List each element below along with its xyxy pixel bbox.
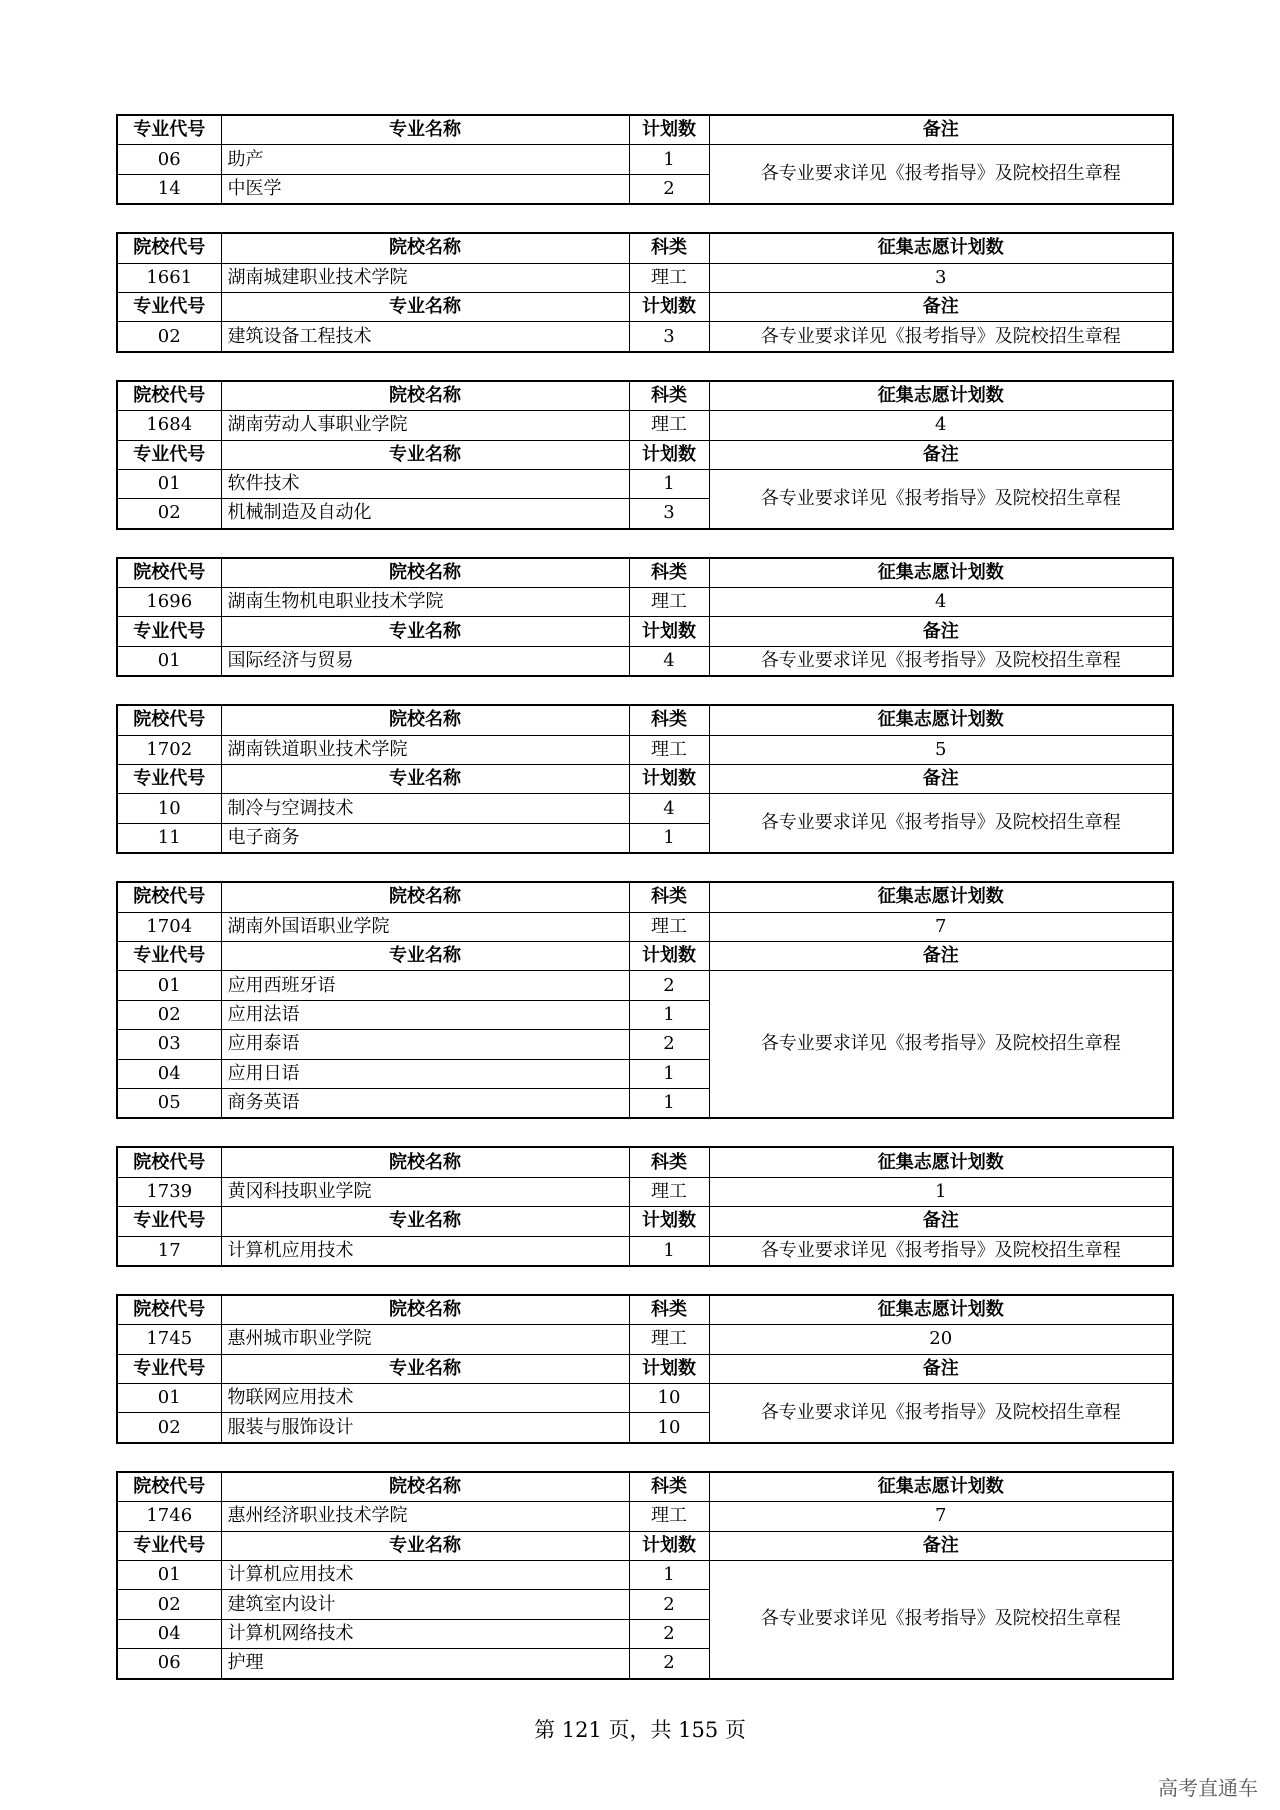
- major-code: 01: [117, 469, 221, 498]
- school-plan-total: 7: [709, 912, 1173, 941]
- school-code: 1704: [117, 912, 221, 941]
- school-table: [116, 114, 1174, 205]
- header-category: 科类: [629, 882, 709, 912]
- major-plan-count: 1: [629, 823, 709, 853]
- school-category: 理工: [629, 588, 709, 617]
- remark-cell: 各专业要求详见《报考指导》及院校招生章程: [709, 322, 1173, 352]
- major-header-row: [117, 765, 1173, 794]
- school-category: 理工: [629, 411, 709, 440]
- header-major-name: 专业名称: [221, 440, 629, 469]
- major-plan-count: 3: [629, 499, 709, 529]
- school-code: 1702: [117, 735, 221, 764]
- header-major-name: 专业名称: [221, 941, 629, 970]
- header-major-code: 专业代号: [117, 1207, 221, 1236]
- header-plan-total: 征集志愿计划数: [709, 1147, 1173, 1177]
- school-name: 惠州城市职业学院: [221, 1325, 629, 1354]
- header-school-code: 院校代号: [117, 1295, 221, 1325]
- school-table: [116, 1294, 1174, 1444]
- school-table: [116, 557, 1174, 678]
- school-plan-total: 3: [709, 263, 1173, 292]
- school-category: 理工: [629, 735, 709, 764]
- major-row: [117, 1384, 1173, 1413]
- school-header-row: [117, 558, 1173, 588]
- school-category: 理工: [629, 263, 709, 292]
- header-category: 科类: [629, 381, 709, 411]
- header-remark: 备注: [709, 292, 1173, 321]
- header-category: 科类: [629, 1472, 709, 1502]
- header-school-name: 院校名称: [221, 233, 629, 263]
- major-name: 制冷与空调技术: [221, 794, 629, 823]
- major-code: 02: [117, 499, 221, 529]
- header-remark: 备注: [709, 1354, 1173, 1383]
- header-major-code: 专业代号: [117, 617, 221, 646]
- school-code: 1745: [117, 1325, 221, 1354]
- major-row: [117, 145, 1173, 174]
- header-remark: 备注: [709, 115, 1173, 145]
- header-major-name: 专业名称: [221, 292, 629, 321]
- major-name: 电子商务: [221, 823, 629, 853]
- header-plan-total: 征集志愿计划数: [709, 1295, 1173, 1325]
- major-code: 03: [117, 1030, 221, 1059]
- major-header-row: [117, 292, 1173, 321]
- remark-cell: 各专业要求详见《报考指导》及院校招生章程: [709, 1384, 1173, 1443]
- header-plan-count: 计划数: [629, 765, 709, 794]
- major-row: [117, 1236, 1173, 1266]
- school-code: 1684: [117, 411, 221, 440]
- header-major-code: 专业代号: [117, 115, 221, 145]
- major-code: 11: [117, 823, 221, 853]
- major-header-row: [117, 440, 1173, 469]
- header-major-name: 专业名称: [221, 617, 629, 646]
- header-remark: 备注: [709, 1531, 1173, 1560]
- major-header-row: [117, 1354, 1173, 1383]
- school-header-row: [117, 233, 1173, 263]
- major-plan-count: 10: [629, 1413, 709, 1443]
- major-header-row: [117, 115, 1173, 145]
- header-plan-count: 计划数: [629, 292, 709, 321]
- header-major-code: 专业代号: [117, 941, 221, 970]
- header-school-code: 院校代号: [117, 233, 221, 263]
- header-plan-count: 计划数: [629, 1354, 709, 1383]
- header-school-name: 院校名称: [221, 1472, 629, 1502]
- major-code: 04: [117, 1619, 221, 1648]
- major-code: 02: [117, 1590, 221, 1619]
- school-table: [116, 881, 1174, 1119]
- major-plan-count: 4: [629, 646, 709, 676]
- header-major-code: 专业代号: [117, 1354, 221, 1383]
- header-plan-total: 征集志愿计划数: [709, 1472, 1173, 1502]
- school-header-row: [117, 1147, 1173, 1177]
- major-plan-count: 2: [629, 1030, 709, 1059]
- page-number: 第 121 页，共 155 页: [534, 1718, 746, 1742]
- header-plan-count: 计划数: [629, 1207, 709, 1236]
- major-plan-count: 1: [629, 1059, 709, 1088]
- school-row: [117, 411, 1173, 440]
- major-row: [117, 469, 1173, 498]
- major-name: 建筑设备工程技术: [221, 322, 629, 352]
- major-name: 国际经济与贸易: [221, 646, 629, 676]
- school-table: [116, 1471, 1174, 1680]
- major-plan-count: 2: [629, 1619, 709, 1648]
- major-plan-count: 1: [629, 1236, 709, 1266]
- major-name: 机械制造及自动化: [221, 499, 629, 529]
- major-plan-count: 2: [629, 174, 709, 204]
- header-major-name: 专业名称: [221, 1531, 629, 1560]
- header-major-code: 专业代号: [117, 292, 221, 321]
- school-header-row: [117, 882, 1173, 912]
- major-name: 应用日语: [221, 1059, 629, 1088]
- header-school-code: 院校代号: [117, 882, 221, 912]
- school-row: [117, 912, 1173, 941]
- remark-cell: 各专业要求详见《报考指导》及院校招生章程: [709, 1236, 1173, 1266]
- school-table: [116, 380, 1174, 530]
- school-name: 湖南外国语职业学院: [221, 912, 629, 941]
- header-school-code: 院校代号: [117, 558, 221, 588]
- major-plan-count: 2: [629, 1649, 709, 1679]
- school-plan-total: 1: [709, 1177, 1173, 1206]
- major-plan-count: 1: [629, 145, 709, 174]
- major-code: 14: [117, 174, 221, 204]
- header-category: 科类: [629, 233, 709, 263]
- major-header-row: [117, 617, 1173, 646]
- header-major-code: 专业代号: [117, 440, 221, 469]
- school-header-row: [117, 1472, 1173, 1502]
- remark-cell: 各专业要求详见《报考指导》及院校招生章程: [709, 646, 1173, 676]
- major-code: 01: [117, 1561, 221, 1590]
- major-name: 软件技术: [221, 469, 629, 498]
- major-plan-count: 1: [629, 1000, 709, 1029]
- header-school-name: 院校名称: [221, 381, 629, 411]
- major-code: 02: [117, 322, 221, 352]
- header-school-code: 院校代号: [117, 1147, 221, 1177]
- header-plan-total: 征集志愿计划数: [709, 233, 1173, 263]
- header-school-code: 院校代号: [117, 381, 221, 411]
- school-header-row: [117, 705, 1173, 735]
- school-name: 黄冈科技职业学院: [221, 1177, 629, 1206]
- header-major-code: 专业代号: [117, 1531, 221, 1560]
- major-header-row: [117, 1531, 1173, 1560]
- school-row: [117, 1177, 1173, 1206]
- school-code: 1739: [117, 1177, 221, 1206]
- school-header-row: [117, 1295, 1173, 1325]
- major-row: [117, 322, 1173, 352]
- remark-cell: 各专业要求详见《报考指导》及院校招生章程: [709, 794, 1173, 853]
- school-row: [117, 263, 1173, 292]
- header-major-name: 专业名称: [221, 1207, 629, 1236]
- school-name: 湖南生物机电职业技术学院: [221, 588, 629, 617]
- major-code: 01: [117, 971, 221, 1000]
- major-name: 应用西班牙语: [221, 971, 629, 1000]
- school-table: [116, 232, 1174, 353]
- header-school-name: 院校名称: [221, 1147, 629, 1177]
- school-code: 1696: [117, 588, 221, 617]
- major-name: 服装与服饰设计: [221, 1413, 629, 1443]
- school-name: 湖南劳动人事职业学院: [221, 411, 629, 440]
- major-plan-count: 1: [629, 469, 709, 498]
- major-row: [117, 794, 1173, 823]
- header-major-code: 专业代号: [117, 765, 221, 794]
- header-category: 科类: [629, 558, 709, 588]
- school-table: [116, 704, 1174, 854]
- major-name: 助产: [221, 145, 629, 174]
- major-code: 02: [117, 1413, 221, 1443]
- school-category: 理工: [629, 1177, 709, 1206]
- major-header-row: [117, 1207, 1173, 1236]
- header-remark: 备注: [709, 440, 1173, 469]
- major-plan-count: 1: [629, 1088, 709, 1118]
- header-remark: 备注: [709, 1207, 1173, 1236]
- header-remark: 备注: [709, 617, 1173, 646]
- school-row: [117, 1325, 1173, 1354]
- header-plan-total: 征集志愿计划数: [709, 882, 1173, 912]
- remark-cell: 各专业要求详见《报考指导》及院校招生章程: [709, 469, 1173, 528]
- major-code: 04: [117, 1059, 221, 1088]
- header-plan-count: 计划数: [629, 617, 709, 646]
- header-plan-total: 征集志愿计划数: [709, 381, 1173, 411]
- major-header-row: [117, 941, 1173, 970]
- header-plan-count: 计划数: [629, 1531, 709, 1560]
- school-row: [117, 588, 1173, 617]
- major-code: 02: [117, 1000, 221, 1029]
- school-plan-total: 5: [709, 735, 1173, 764]
- school-header-row: [117, 381, 1173, 411]
- major-name: 计算机网络技术: [221, 1619, 629, 1648]
- header-school-code: 院校代号: [117, 705, 221, 735]
- major-row: [117, 646, 1173, 676]
- school-plan-total: 4: [709, 411, 1173, 440]
- school-plan-total: 7: [709, 1502, 1173, 1531]
- header-school-name: 院校名称: [221, 882, 629, 912]
- major-code: 01: [117, 646, 221, 676]
- major-code: 17: [117, 1236, 221, 1266]
- header-plan-count: 计划数: [629, 115, 709, 145]
- major-plan-count: 1: [629, 1561, 709, 1590]
- major-plan-count: 4: [629, 794, 709, 823]
- school-category: 理工: [629, 912, 709, 941]
- school-table: [116, 1146, 1174, 1267]
- school-code: 1661: [117, 263, 221, 292]
- header-plan-count: 计划数: [629, 941, 709, 970]
- school-plan-total: 20: [709, 1325, 1173, 1354]
- school-row: [117, 1502, 1173, 1531]
- major-name: 中医学: [221, 174, 629, 204]
- remark-cell: 各专业要求详见《报考指导》及院校招生章程: [709, 1561, 1173, 1679]
- school-plan-total: 4: [709, 588, 1173, 617]
- header-school-name: 院校名称: [221, 558, 629, 588]
- header-major-name: 专业名称: [221, 115, 629, 145]
- header-major-name: 专业名称: [221, 1354, 629, 1383]
- major-name: 计算机应用技术: [221, 1561, 629, 1590]
- major-code: 01: [117, 1384, 221, 1413]
- header-school-name: 院校名称: [221, 1295, 629, 1325]
- major-plan-count: 2: [629, 971, 709, 1000]
- header-plan-count: 计划数: [629, 440, 709, 469]
- major-name: 护理: [221, 1649, 629, 1679]
- school-code: 1746: [117, 1502, 221, 1531]
- remark-cell: 各专业要求详见《报考指导》及院校招生章程: [709, 971, 1173, 1118]
- major-name: 应用法语: [221, 1000, 629, 1029]
- major-code: 06: [117, 145, 221, 174]
- major-row: [117, 1561, 1173, 1590]
- school-name: 湖南城建职业技术学院: [221, 263, 629, 292]
- major-plan-count: 10: [629, 1384, 709, 1413]
- header-major-name: 专业名称: [221, 765, 629, 794]
- header-remark: 备注: [709, 941, 1173, 970]
- major-row: [117, 971, 1173, 1000]
- major-name: 商务英语: [221, 1088, 629, 1118]
- header-remark: 备注: [709, 765, 1173, 794]
- major-name: 建筑室内设计: [221, 1590, 629, 1619]
- document-body: [116, 114, 1172, 1680]
- header-school-name: 院校名称: [221, 705, 629, 735]
- header-category: 科类: [629, 705, 709, 735]
- major-code: 06: [117, 1649, 221, 1679]
- major-code: 10: [117, 794, 221, 823]
- header-category: 科类: [629, 1295, 709, 1325]
- school-name: 湖南铁道职业技术学院: [221, 735, 629, 764]
- header-school-code: 院校代号: [117, 1472, 221, 1502]
- major-plan-count: 3: [629, 322, 709, 352]
- major-name: 计算机应用技术: [221, 1236, 629, 1266]
- header-plan-total: 征集志愿计划数: [709, 705, 1173, 735]
- major-code: 05: [117, 1088, 221, 1118]
- major-plan-count: 2: [629, 1590, 709, 1619]
- watermark: 高考直通车: [1158, 1776, 1258, 1800]
- school-row: [117, 735, 1173, 764]
- major-name: 应用泰语: [221, 1030, 629, 1059]
- major-name: 物联网应用技术: [221, 1384, 629, 1413]
- school-category: 理工: [629, 1325, 709, 1354]
- school-name: 惠州经济职业技术学院: [221, 1502, 629, 1531]
- header-plan-total: 征集志愿计划数: [709, 558, 1173, 588]
- school-category: 理工: [629, 1502, 709, 1531]
- header-category: 科类: [629, 1147, 709, 1177]
- remark-cell: 各专业要求详见《报考指导》及院校招生章程: [709, 145, 1173, 204]
